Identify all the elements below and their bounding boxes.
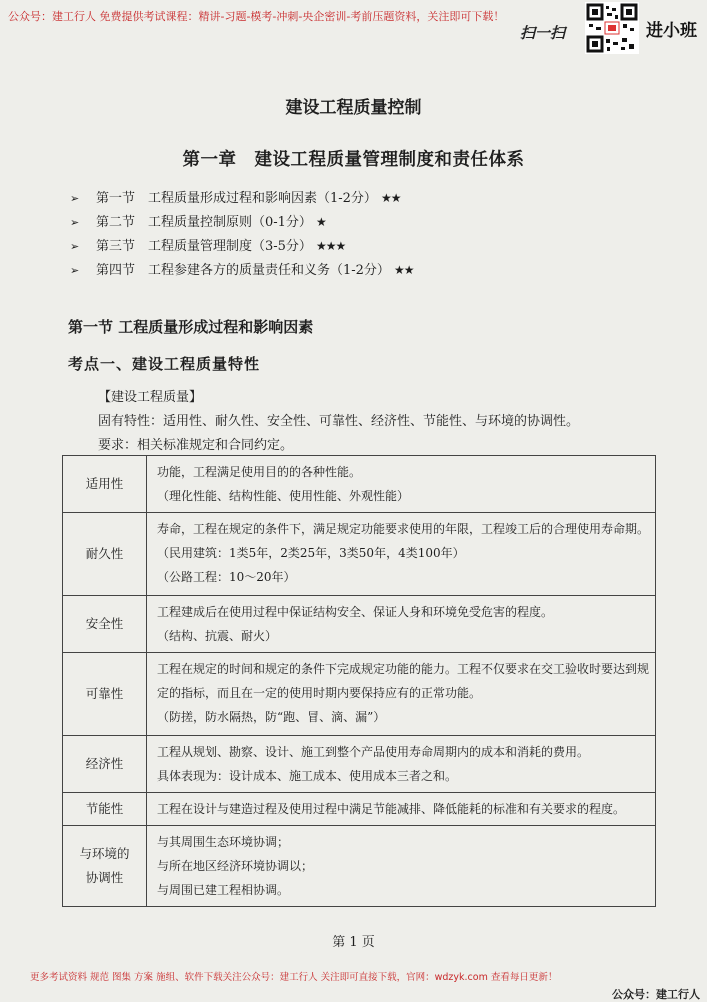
property-description (146, 456, 655, 513)
qr-code-icon[interactable] (585, 2, 639, 54)
description-line: 工程从规划、勘察、设计、施工到整个产品使用寿命周期内的成本和消耗的费用。 (156, 745, 589, 759)
star-rating: ★★ (380, 191, 401, 205)
toc-item (70, 258, 413, 282)
property-name: 耐久性 (63, 513, 147, 596)
quality-characteristics-table (62, 455, 656, 907)
table-row (63, 793, 656, 826)
description-line: （民用建筑：1类5年，2类25年，3类50年，4类100年） (156, 546, 465, 560)
description-line: 工程建成后在使用过程中保证结构安全、保证人身和环境免受危害的程度。 (156, 605, 553, 619)
toc-item-label: 第二节 工程质量控制原则（0-1分） (96, 215, 312, 230)
arrow-bullet-icon: ➢ (70, 216, 80, 229)
property-name: 节能性 (63, 793, 147, 826)
property-name: 与环境的协调性 (63, 826, 147, 907)
description-line: （结构、抗震、耐火） (156, 629, 277, 643)
toc-item-label: 第三节 工程质量管理制度（3-5分） (96, 239, 312, 254)
property-name: 可靠性 (63, 653, 147, 736)
join-class-label: 进小班 (646, 21, 697, 41)
description-line: （公路工程：10～20年） (156, 570, 296, 584)
description-line: 寿命，工程在规定的条件下，满足规定功能要求使用的年限，工程竣工后的合理使用寿命期。 (156, 522, 649, 536)
description-line: （防搓，防水隔热，防“跑、冒、滴、漏”） (156, 710, 386, 724)
description-line: 功能，工程满足使用目的的各种性能。 (156, 465, 361, 479)
description-line: 与周围已建工程相协调。 (156, 883, 289, 897)
description-line: 工程在规定的时间和规定的条件下完成规定功能的能力。工程不仅要求在交工验收时要达到规定的指标，而且在一定的使用时期内要保持应有的正常功能。 (156, 662, 649, 700)
arrow-bullet-icon: ➢ (70, 240, 80, 253)
star-rating: ★★★ (315, 239, 346, 253)
property-description (146, 826, 655, 907)
toc-item (70, 186, 413, 210)
footer-account: 公众号：建工行人 (612, 988, 700, 1001)
description-line: 与其周围生态环境协调； (156, 835, 289, 849)
scan-label: 扫一扫 (520, 24, 566, 42)
property-description (146, 793, 655, 826)
topic-label: 【建设工程质量】 (98, 390, 203, 405)
arrow-bullet-icon: ➢ (70, 264, 80, 277)
section-title: 第一节 工程质量形成过程和影响因素 (68, 318, 314, 336)
property-name: 经济性 (63, 736, 147, 793)
point-title: 考点一、建设工程质量特性 (68, 355, 261, 373)
property-name: 适用性 (63, 456, 147, 513)
document-title: 建设工程质量控制 (285, 98, 422, 118)
toc-item (70, 234, 413, 258)
page-number: 第 1 页 (332, 935, 375, 950)
description-line: 与所在地区经济环境协调以； (156, 859, 313, 873)
table-row (63, 596, 656, 653)
requirement-text: 要求：相关标准规定和合同约定。 (98, 438, 294, 453)
property-description (146, 596, 655, 653)
toc-item-label: 第一节 工程质量形成过程和影响因素（1-2分） (96, 191, 377, 206)
chapter-title: 第一章 建设工程质量管理制度和责任体系 (182, 150, 525, 170)
property-description (146, 513, 655, 596)
table-row (63, 653, 656, 736)
star-rating: ★ (315, 215, 326, 229)
property-name: 安全性 (63, 596, 147, 653)
arrow-bullet-icon: ➢ (70, 192, 80, 205)
toc-item-label: 第四节 工程参建各方的质量责任和义务（1-2分） (96, 263, 390, 278)
table-row (63, 826, 656, 907)
table-row (63, 736, 656, 793)
footer-promo: 更多考试资料 规范 图集 方案 施组、软件下载关注公众号：建工行人 关注即可直接下载，官网：wdzyk.com 查看每日更新！ (30, 972, 558, 983)
toc-item (70, 210, 413, 234)
table-row (63, 456, 656, 513)
inherent-properties: 固有特性：适用性、耐久性、安全性、可靠性、经济性、节能性、与环境的协调性。 (98, 414, 580, 429)
property-description (146, 653, 655, 736)
description-line: 工程在设计与建造过程及使用过程中满足节能减排、降低能耗的标准和有关要求的程度。 (156, 802, 625, 816)
table-row (63, 513, 656, 596)
header-promo: 公众号：建工行人 免费提供考试课程：精讲-习题-模考-冲刺-央企密训-考前压题资料，关注即可下载！ (8, 10, 505, 23)
star-rating: ★★ (393, 263, 414, 277)
chapter-toc (70, 186, 413, 282)
description-line: 具体表现为：设计成本、施工成本、使用成本三者之和。 (156, 769, 457, 783)
description-line: （理化性能、结构性能、使用性能、外观性能） (156, 489, 409, 503)
property-description (146, 736, 655, 793)
